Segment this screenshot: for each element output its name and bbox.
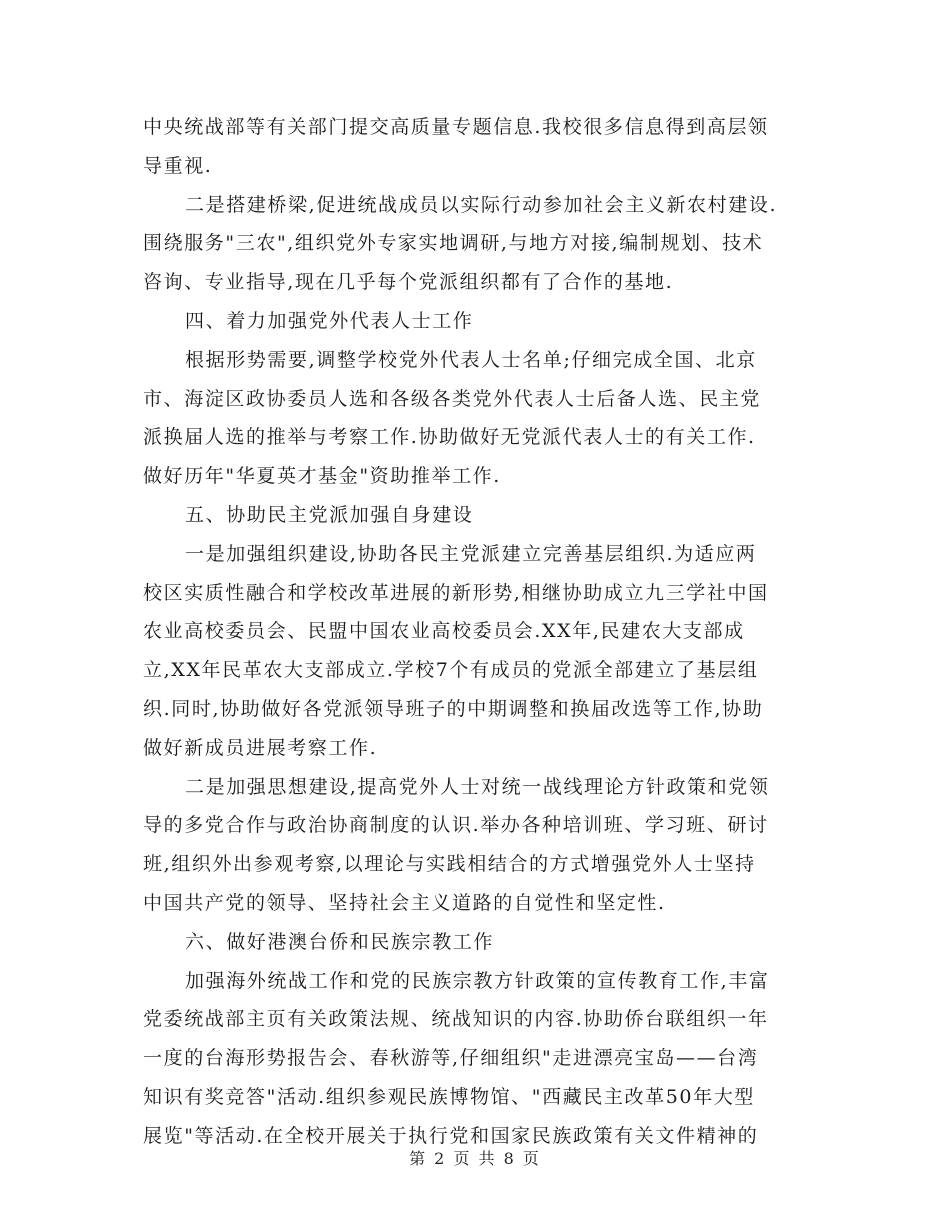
- text-line: 党委统战部主页有关政策法规、统战知识的内容.协助侨台联组织一年: [143, 1008, 769, 1031]
- text-line: 围绕服务"三农",组织党外专家实地调研,与地方对接,编制规划、技术: [143, 232, 764, 255]
- text-line: 二是加强思想建设,提高党外人士对统一战线理论方针政策和党领: [185, 775, 770, 798]
- text-line: 二是搭建桥梁,促进统战成员以实际行动参加社会主义新农村建设.: [185, 193, 778, 216]
- text-line: 市、海淀区政协委员人选和各级各类党外代表人士后备人选、民主党: [143, 387, 762, 410]
- text-line: 立,XX年民革农大支部成立.学校7个有成员的党派全部建立了基层组: [143, 659, 759, 682]
- text-line: 农业高校委员会、民盟中国农业高校委员会.XX年,民建农大支部成: [143, 620, 745, 643]
- text-line: 校区实质性融合和学校改革进展的新形势,相继协助成立九三学社中国: [143, 581, 769, 604]
- text-line: 导重视.: [143, 154, 213, 177]
- text-line: 知识有奖竞答"活动.组织参观民族博物馆、"西藏民主改革50年大型: [143, 1085, 755, 1108]
- document-body: [143, 108, 815, 1156]
- text-line: 一度的台海形势报告会、春秋游等,仔细组织"走进漂亮宝岛——台湾: [143, 1047, 759, 1070]
- text-line: 四、着力加强党外代表人士工作: [185, 309, 474, 332]
- text-line: 五、协助民主党派加强自身建设: [185, 503, 474, 526]
- text-line: 做好历年"华夏英才基金"资助推举工作.: [143, 465, 501, 488]
- text-line: 展览"等活动.在全校开展关于执行党和国家民族政策有关文件精神的: [143, 1124, 759, 1147]
- text-line: 导的多党合作与政治协商制度的认识.举办各种培训班、学习班、研讨: [143, 814, 769, 837]
- text-line: 中央统战部等有关部门提交高质量专题信息.我校很多信息得到高层领: [143, 116, 769, 138]
- text-line: 织.同时,协助做好各党派领导班子的中期调整和换届改选等工作,协助: [143, 697, 764, 720]
- text-line: 班,组织外出参观考察,以理论与实践相结合的方式增强党外人士坚持: [143, 853, 756, 876]
- text-line: 中国共产党的领导、坚持社会主义道路的自觉性和坚定性.: [143, 891, 666, 914]
- text-line: 咨询、专业指导,现在几乎每个党派组织都有了合作的基地.: [143, 271, 674, 294]
- page-footer: 第 2 页 共 8 页: [409, 1149, 541, 1168]
- text-line: 加强海外统战工作和党的民族宗教方针政策的宣传教育工作,丰富: [185, 969, 770, 992]
- text-line: 派换届人选的推举与考察工作.协助做好无党派代表人士的有关工作.: [143, 426, 756, 449]
- text-line: 六、做好港澳台侨和民族宗教工作: [185, 930, 495, 953]
- text-line: 做好新成员进展考察工作.: [143, 736, 378, 759]
- text-line: 一是加强组织建设,协助各民主党派建立完善基层组织.为适应两: [185, 542, 757, 565]
- text-line: 根据形势需要,调整学校党外代表人士名单;仔细完成全国、北京: [185, 348, 757, 371]
